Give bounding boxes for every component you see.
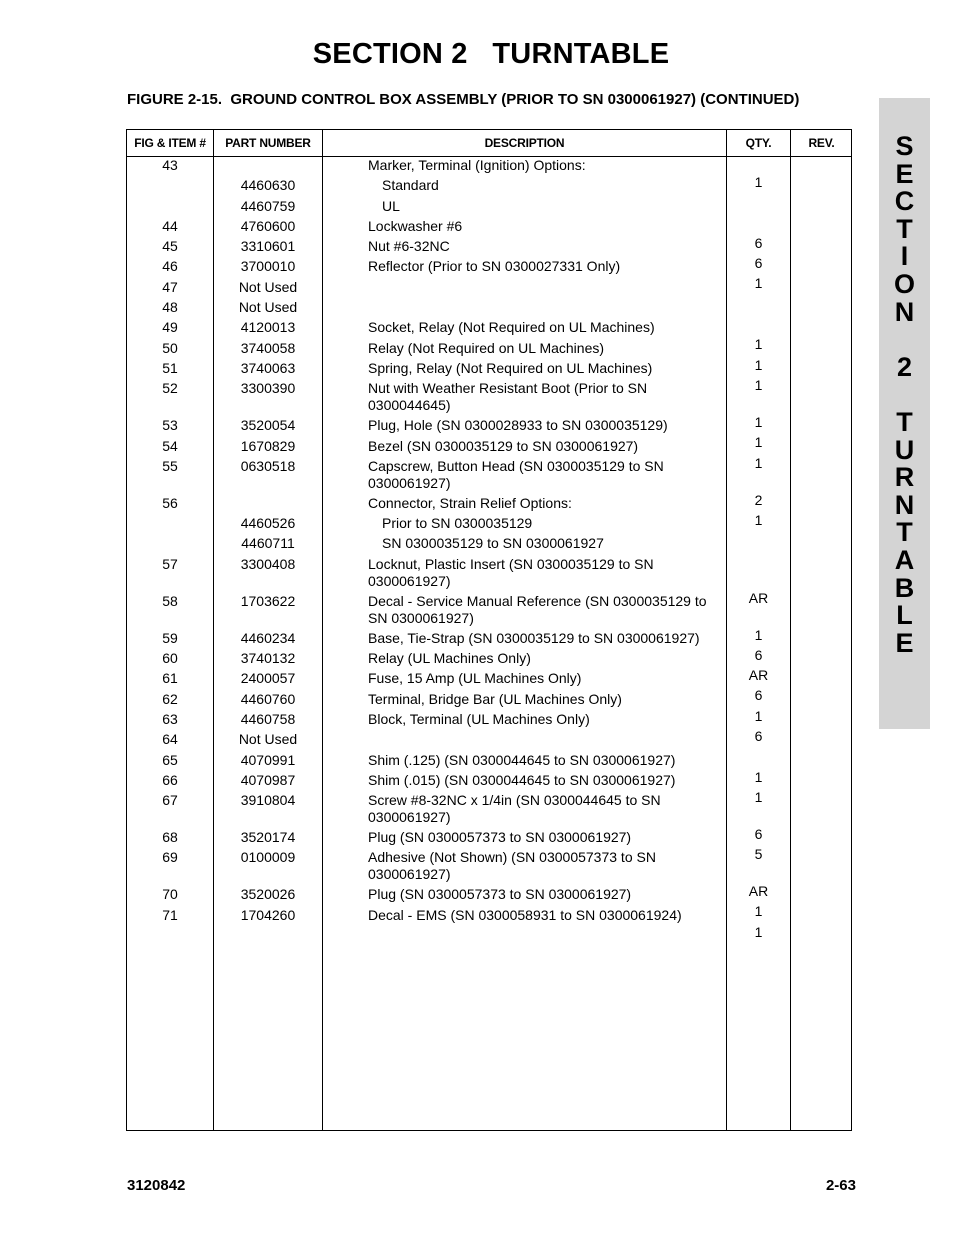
item-number-cell: 53: [162, 417, 178, 434]
qty-cell: 2: [754, 491, 763, 508]
side-tab-letter: U: [894, 434, 915, 465]
item-number-cell: 63: [162, 710, 178, 727]
header-rev: REV.: [808, 136, 835, 150]
part-number-cell: 3300390: [240, 380, 296, 397]
side-tab-letter: S: [895, 131, 914, 161]
description-cell: Adhesive (Not Shown) (SN 0300057373 to SN 0300061927): [368, 849, 656, 883]
description-cell: Terminal, Bridge Bar (UL Machines Only): [368, 690, 622, 707]
part-number-cell: 0100009: [240, 849, 296, 866]
part-number-cell: 1703622: [240, 592, 296, 609]
table-row: [0, 198, 954, 215]
part-number-cell: 4070991: [240, 751, 296, 768]
document-number: 3120842: [127, 1177, 186, 1194]
qty-cell: 6: [754, 687, 763, 704]
description-cell: Lockwasher #6: [368, 217, 463, 234]
section-title: SECTION 2 TURNTABLE: [312, 38, 670, 70]
item-number-cell: 52: [162, 380, 178, 397]
item-number-cell: 70: [162, 886, 178, 903]
part-number-cell: 3910804: [240, 792, 296, 809]
description-cell: Bezel (SN 0300035129 to SN 0300061927): [368, 437, 639, 454]
description-cell: Prior to SN 0300035129: [382, 515, 533, 532]
qty-cell: 1: [754, 788, 763, 805]
description-cell: Spring, Relay (Not Required on UL Machines): [368, 359, 653, 376]
qty-cell: 1: [754, 768, 763, 785]
part-number-cell: 3300408: [240, 555, 296, 572]
item-number-cell: 44: [162, 217, 178, 234]
description-cell: [368, 299, 720, 316]
part-number-cell: 3520026: [240, 886, 296, 903]
qty-cell: 6: [754, 826, 763, 843]
qty-cell: 6: [754, 646, 763, 663]
description-cell: Shim (.125) (SN 0300044645 to SN 0300061927): [368, 751, 676, 768]
table-row: [0, 906, 954, 940]
item-number-cell: 49: [162, 319, 178, 336]
part-number-cell: 3740132: [240, 650, 296, 667]
part-number-cell: 4070987: [240, 771, 296, 788]
item-number-cell: 50: [162, 339, 178, 356]
description-cell: Standard: [382, 177, 439, 194]
side-tab-letter: E: [895, 627, 914, 658]
table-row: [0, 535, 954, 552]
description-cell: SN 0300035129 to SN 0300061927: [382, 535, 604, 552]
description-cell: Fuse, 15 Amp (UL Machines Only): [368, 670, 582, 687]
description-cell: Reflector (Prior to SN 0300027331 Only): [368, 258, 621, 275]
item-number-cell: 58: [162, 592, 178, 609]
description-cell: Plug (SN 0300057373 to SN 0300061927): [368, 886, 632, 903]
description-cell: Plug (SN 0300057373 to SN 0300061927): [368, 829, 632, 846]
item-number-cell: 48: [162, 299, 178, 316]
qty-cell: 6: [754, 234, 763, 251]
description-cell: Decal - EMS (SN 0300058931 to SN 0300061924): [368, 906, 682, 923]
qty-cell: 1: [754, 356, 763, 373]
qty-cell: AR: [748, 883, 769, 900]
item-number-cell: 66: [162, 771, 178, 788]
part-number-cell: 0630518: [240, 457, 296, 474]
part-number-cell: Not Used: [238, 299, 298, 316]
side-tab-letter: C: [894, 186, 915, 217]
part-number-cell: 3700010: [240, 258, 296, 275]
qty-cell: 6: [754, 727, 763, 744]
description-cell: [368, 279, 720, 296]
item-number-cell: 47: [162, 278, 178, 295]
item-number-cell: 64: [162, 731, 178, 748]
side-tab-letter: A: [894, 544, 915, 575]
qty-cell: 1: [754, 923, 763, 940]
side-tab-letter: I: [900, 241, 909, 272]
part-number-cell: 4760600: [240, 217, 296, 234]
side-tab-letter: N: [894, 296, 915, 327]
header-item: FIG & ITEM #: [134, 136, 206, 150]
description-cell: Block, Terminal (UL Machines Only): [368, 710, 590, 727]
part-number-cell: 1670829: [240, 437, 296, 454]
side-tab-letter: O: [893, 268, 915, 299]
part-number-cell: 3310601: [240, 238, 296, 255]
part-number-cell: 4460630: [240, 177, 296, 194]
part-number-cell: 3740063: [240, 359, 296, 376]
description-cell: Plug, Hole (SN 0300028933 to SN 0300035129): [368, 417, 668, 434]
side-tab-letter: N: [894, 489, 915, 520]
side-tab-letter: E: [895, 158, 914, 189]
table-row: [0, 177, 954, 194]
side-tab-letter: R: [894, 462, 915, 493]
description-cell: Relay (UL Machines Only): [368, 650, 531, 667]
part-number-cell: 4460234: [240, 629, 296, 646]
part-number-cell: 4460526: [240, 515, 296, 532]
part-number-cell: 1704260: [240, 906, 296, 923]
description-cell: [368, 731, 720, 748]
page-number: 2-63: [825, 1177, 856, 1194]
part-number-cell: Not Used: [238, 278, 298, 295]
qty-cell: 5: [754, 846, 763, 863]
side-tab-letter: T: [896, 406, 913, 437]
description-cell: Screw #8-32NC x 1/4in (SN 0300044645 to SN 0300061927): [368, 792, 661, 826]
parts-table-body: [0, 157, 954, 940]
description-cell: Base, Tie-Strap (SN 0300035129 to SN 0300061927): [368, 629, 700, 646]
header-description: DESCRIPTION: [484, 136, 565, 150]
table-row: [0, 299, 954, 316]
item-number-cell: 60: [162, 650, 178, 667]
description-cell: Nut #6-32NC: [368, 238, 450, 255]
part-number-cell: 4460758: [240, 710, 296, 727]
qty-cell: 1: [754, 174, 763, 190]
item-number-cell: 68: [162, 829, 178, 846]
side-tab-letter: T: [896, 213, 913, 244]
part-number-cell: 4460711: [241, 535, 295, 552]
item-number-cell: 62: [162, 690, 178, 707]
item-number-cell: 69: [162, 849, 178, 866]
item-number-cell: 43: [162, 157, 178, 173]
table-row: [0, 731, 954, 748]
qty-cell: 1: [754, 336, 763, 353]
part-number-cell: Not Used: [238, 731, 298, 748]
item-number-cell: 67: [162, 792, 178, 809]
qty-cell: AR: [748, 589, 769, 606]
qty-cell: 1: [754, 903, 763, 920]
part-number-cell: 4120013: [240, 319, 296, 336]
description-cell: Shim (.015) (SN 0300044645 to SN 0300061927): [368, 771, 676, 788]
qty-cell: 1: [754, 414, 763, 431]
side-tab-letter: T: [896, 517, 913, 548]
item-number-cell: 56: [162, 494, 178, 511]
header-part-number: PART NUMBER: [225, 136, 311, 150]
item-number-cell: 45: [162, 238, 178, 255]
description-cell: Connector, Strain Relief Options:: [368, 494, 572, 511]
item-number-cell: 61: [162, 670, 178, 687]
table-row: [0, 515, 954, 532]
qty-cell: 1: [754, 275, 763, 292]
qty-cell: 1: [754, 376, 763, 393]
table-row: [0, 279, 954, 296]
description-cell: Socket, Relay (Not Required on UL Machines): [368, 319, 655, 336]
part-number-cell: 3520054: [240, 417, 296, 434]
description-cell: Capscrew, Button Head (SN 0300035129 to SN 0300061927): [368, 457, 664, 491]
qty-cell: 1: [754, 707, 763, 724]
item-number-cell: 54: [162, 437, 178, 454]
description-cell: Nut with Weather Resistant Boot (Prior to SN 0300044645): [368, 380, 648, 414]
item-number-cell: 51: [162, 359, 178, 376]
item-number-cell: 65: [162, 751, 178, 768]
qty-cell: 1: [754, 511, 763, 528]
item-number-cell: 57: [162, 555, 178, 572]
qty-cell: AR: [748, 667, 769, 684]
part-number-cell: 3520174: [240, 829, 296, 846]
figure-title: FIGURE 2-15. GROUND CONTROL BOX ASSEMBLY (PRIOR TO SN 0300061927) (CONTINUED): [127, 91, 800, 108]
description-cell: Decal - Service Manual Reference (SN 0300035129 to SN 0300061927): [368, 592, 707, 626]
part-number-cell: 4460760: [240, 690, 296, 707]
description-cell: UL: [382, 197, 400, 214]
part-number-cell: 3740058: [240, 339, 296, 356]
item-number-cell: 55: [162, 457, 178, 474]
part-number-cell: 4460759: [240, 197, 296, 214]
item-number-cell: 46: [162, 258, 178, 275]
side-tab-letter: L: [896, 600, 913, 631]
qty-cell: 6: [754, 255, 763, 272]
side-tab-letter: B: [894, 572, 915, 603]
header-qty: QTY.: [745, 136, 772, 150]
qty-cell: 1: [754, 454, 763, 471]
part-number-cell: 2400057: [240, 670, 296, 687]
description-cell: Locknut, Plastic Insert (SN 0300035129 to SN 0300061927): [368, 555, 654, 589]
qty-cell: 1: [754, 626, 763, 643]
description-cell: Relay (Not Required on UL Machines): [368, 339, 605, 356]
item-number-cell: 71: [162, 906, 178, 923]
description-cell: Marker, Terminal (Ignition) Options:: [368, 157, 586, 173]
qty-cell: 1: [754, 434, 763, 451]
side-tab-letter: 2: [896, 351, 913, 382]
item-number-cell: 59: [162, 629, 178, 646]
